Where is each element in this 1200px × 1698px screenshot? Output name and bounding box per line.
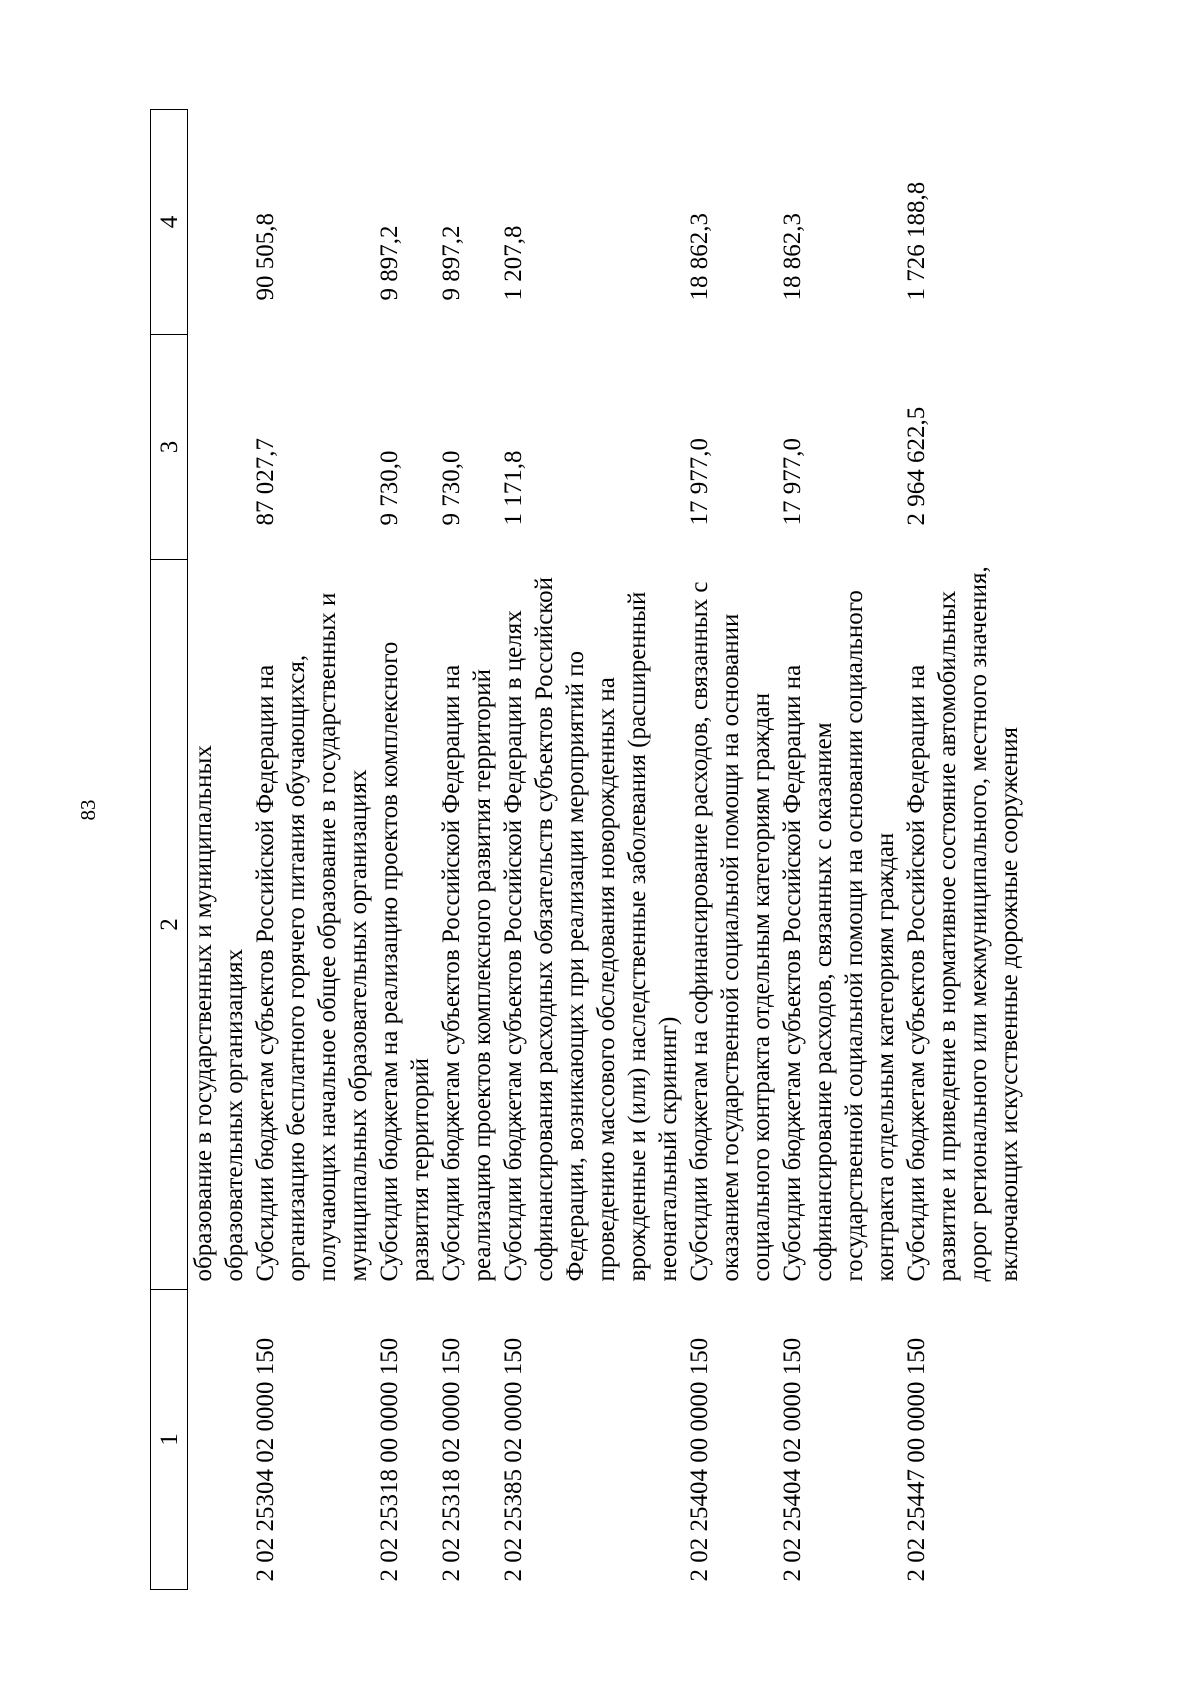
row-code: 2 02 25404 02 0000 150 — [779, 1337, 806, 1582]
row-value-col4: 1 726 188,8 — [903, 181, 930, 301]
header-col-3: 3 — [151, 335, 188, 560]
header-col-1: 1 — [151, 1290, 188, 1590]
row-value-col4: 9 897,2 — [376, 225, 403, 301]
row-value-col4: 90 505,8 — [252, 213, 279, 301]
row-value-col4: 1 207,8 — [500, 225, 527, 301]
page-number — [48, 770, 128, 850]
row-description: Субсидии бюджетам на реализацию проектов комплексного развития территорий — [376, 641, 434, 1282]
row-value-col3: 9 730,0 — [438, 450, 465, 526]
table-row — [436, 110, 498, 1590]
row-value-col3: 1 171,8 — [500, 450, 527, 526]
row-description: Субсидии бюджетам субъектов Российской Федерации на развитие и приведение в нормативное состояние автомобильных дорог регионального или межмуниципального, местного значения, включающих искусственные дорожные сооружения — [903, 566, 1023, 1282]
row-code: 2 02 25447 00 0000 150 — [903, 1337, 930, 1582]
page-number-text: 83 — [75, 799, 100, 821]
row-description: образование в государственных и муниципальных образовательных организациях — [190, 745, 248, 1282]
row-value-col3: 9 730,0 — [376, 450, 403, 526]
row-code: 2 02 25385 02 0000 150 — [500, 1337, 527, 1582]
header-row — [151, 110, 188, 1590]
landscape-sheet — [150, 110, 1070, 1590]
budget-table — [150, 109, 1025, 1590]
row-value-col3: 17 977,0 — [779, 438, 806, 526]
row-code: 2 02 25318 00 0000 150 — [376, 1337, 403, 1582]
row-code — [188, 1290, 251, 1590]
row-code: 2 02 25404 00 0000 150 — [686, 1337, 713, 1582]
row-code: 2 02 25304 02 0000 150 — [252, 1337, 279, 1582]
continuation-row — [188, 110, 251, 1590]
row-value-col3 — [188, 335, 251, 560]
table-row — [901, 110, 1025, 1590]
table-row — [498, 110, 684, 1590]
table-row — [250, 110, 374, 1590]
row-value-col4: 18 862,3 — [686, 213, 713, 301]
row-code: 2 02 25318 02 0000 150 — [438, 1337, 465, 1582]
row-value-col3: 17 977,0 — [686, 438, 713, 526]
row-value-col4: 18 862,3 — [779, 213, 806, 301]
table-row — [374, 110, 436, 1590]
table-row — [777, 110, 901, 1590]
row-description: Субсидии бюджетам субъектов Российской Федерации в целях софинансирования расходных обязательств субъектов Российской Федерации, возникающих при реализации мероприятий по проведению массового обследования новорожденных на врожденные и (или) наследственные заболевания (расширенный неонатальный скрининг) — [500, 576, 682, 1282]
row-value-col4: 9 897,2 — [438, 225, 465, 301]
row-value-col3: 2 964 622,5 — [903, 406, 930, 526]
row-description: Субсидии бюджетам субъектов Российской Федерации на организацию бесплатного горячего питания обучающихся, получающих начальное общее образование в государственных и муниципальных образовательных организациях — [252, 592, 372, 1282]
row-description: Субсидии бюджетам субъектов Российской Федерации на реализацию проектов комплексного развития территорий — [438, 664, 496, 1282]
row-value-col4 — [188, 110, 251, 335]
header-col-2: 2 — [151, 560, 188, 1290]
row-description: Субсидии бюджетам на софинансирование расходов, связанных с оказанием государственной социальной помощи на основании социального контракта отдельным категориям граждан — [686, 581, 775, 1282]
row-description: Субсидии бюджетам субъектов Российской Федерации на софинансирование расходов, связанных с оказанием государственной социальной помощи на основании социального контракта отдельным категориям граждан — [779, 590, 899, 1282]
row-value-col3: 87 027,7 — [252, 438, 279, 526]
header-col-4: 4 — [151, 110, 188, 335]
table-row — [684, 110, 777, 1590]
